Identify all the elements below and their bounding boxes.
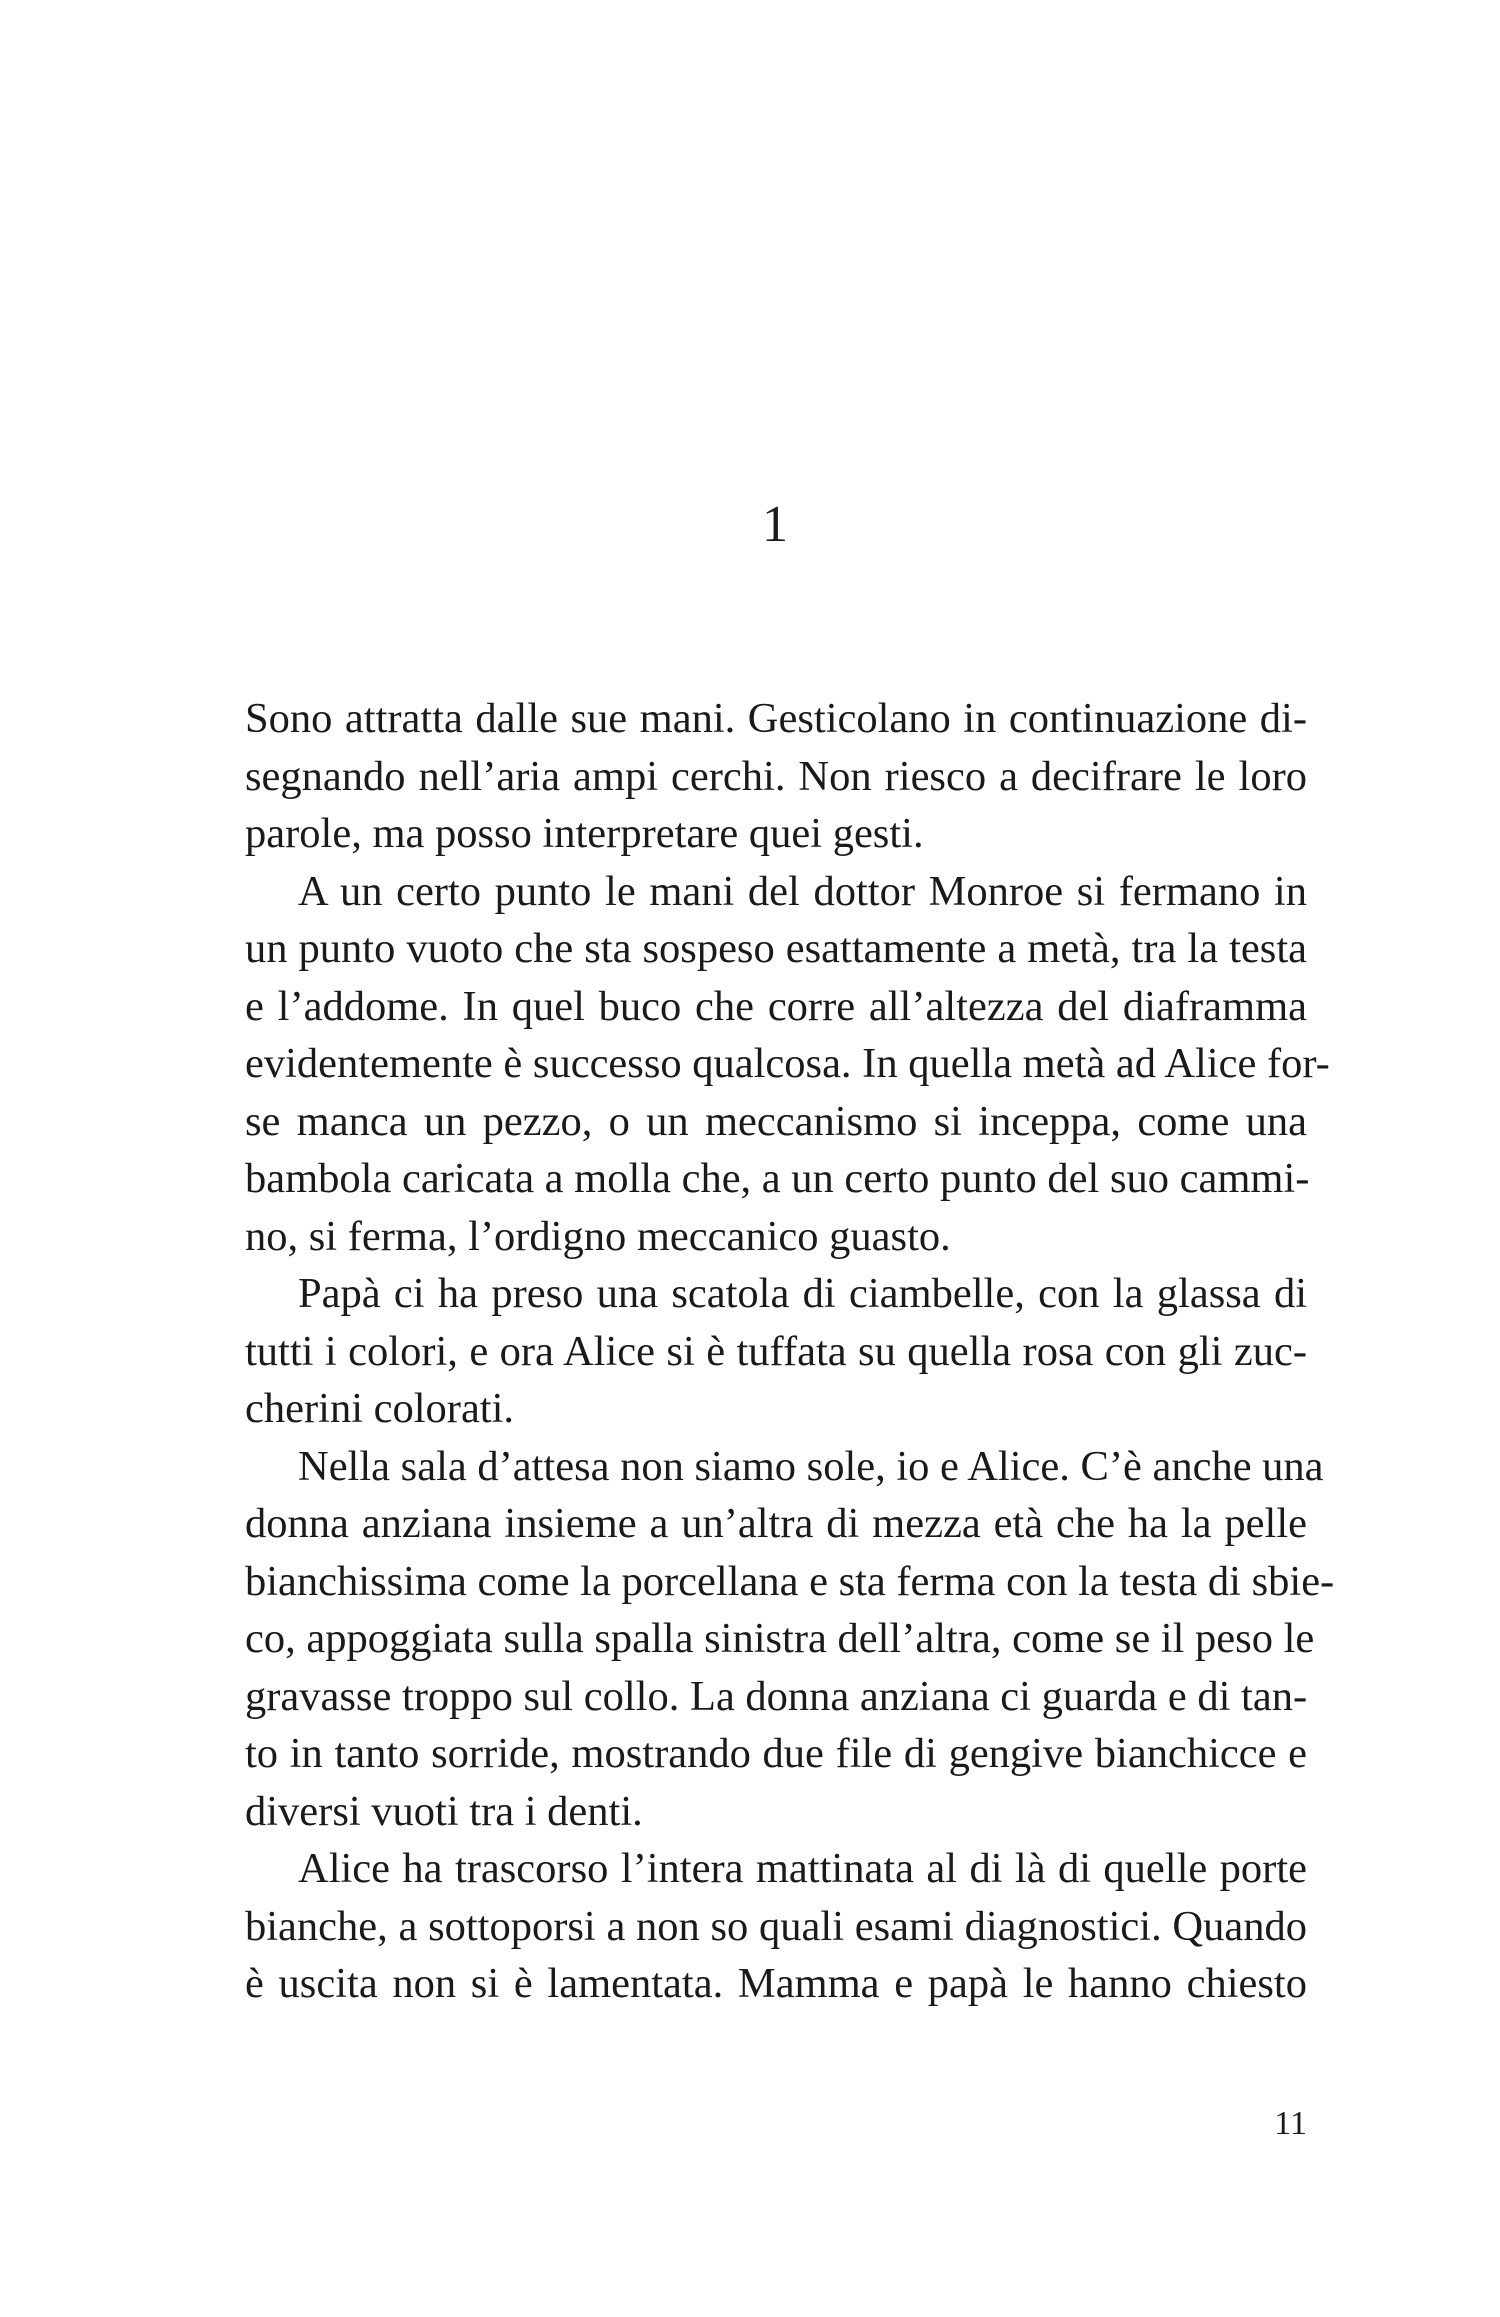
text-line: Alice ha trascorso l’intera mattinata al di là di quelle porte: [298, 1845, 1307, 1892]
text-line: Papà ci ha preso una scatola di ciambelle, con la glassa di: [298, 1270, 1307, 1317]
page-number: 11: [1274, 2105, 1307, 2142]
paragraph-3: [245, 1265, 1307, 1438]
text-line: no, si ferma, l’ordigno meccanico guasto.: [245, 1212, 951, 1260]
paragraph-1: [245, 690, 1307, 863]
paragraph-5: [245, 1840, 1307, 2013]
text-line: se manca un pezzo, o un meccanismo si inceppa, come una: [245, 1097, 1307, 1145]
text-line: diversi vuoti tra i denti.: [245, 1787, 643, 1835]
text-line: Nella sala d’attesa non siamo sole, io e Alice. C’è anche una: [298, 1442, 1324, 1490]
text-line: segnando nell’aria ampi cerchi. Non riesco a decifrare le loro: [245, 752, 1307, 800]
text-line: cherini colorati.: [245, 1385, 515, 1432]
text-line: è uscita non si è lamentata. Mamma e papà le hanno chiesto: [245, 1960, 1307, 2007]
text-line: bianche, a sottoporsi a non so quali esami diagnostici. Quando: [245, 1902, 1307, 1950]
paragraph-2: [245, 863, 1330, 1266]
text-line: gravasse troppo sul collo. La donna anziana ci guarda e di tan-: [245, 1672, 1308, 1720]
text-line: co, appoggiata sulla spalla sinistra dell’altra, come se il peso le: [245, 1615, 1315, 1662]
text-line: bambola caricata a molla che, a un certo punto del suo cammi-: [245, 1155, 1310, 1202]
text-line: e l’addome. In quel buco che corre all’altezza del diaframma: [245, 982, 1307, 1030]
text-line: un punto vuoto che sta sospeso esattamente a metà, tra la testa: [245, 925, 1307, 972]
text-line: tutti i colori, e ora Alice si è tuffata su quella rosa con gli zuc-: [245, 1327, 1307, 1375]
text-line: bianchissima come la porcellana e sta ferma con la testa di sbie-: [245, 1557, 1335, 1605]
text-line: parole, ma posso interpretare quei gesti.: [245, 810, 924, 857]
chapter-number: 1: [762, 496, 788, 553]
text-line: Sono attratta dalle sue mani. Gesticolano in continuazione di-: [245, 695, 1307, 742]
text-line: evidentemente è successo qualcosa. In quella metà ad Alice for-: [245, 1040, 1330, 1087]
text-line: donna anziana insieme a un’altra di mezza età che ha la pelle: [245, 1500, 1307, 1547]
text-line: to in tanto sorride, mostrando due file di gengive bianchicce e: [245, 1730, 1307, 1777]
body-text: [245, 690, 1335, 2013]
paragraph-4: [245, 1438, 1335, 1841]
text-line: A un certo punto le mani del dottor Monroe si fermano in: [298, 867, 1307, 915]
